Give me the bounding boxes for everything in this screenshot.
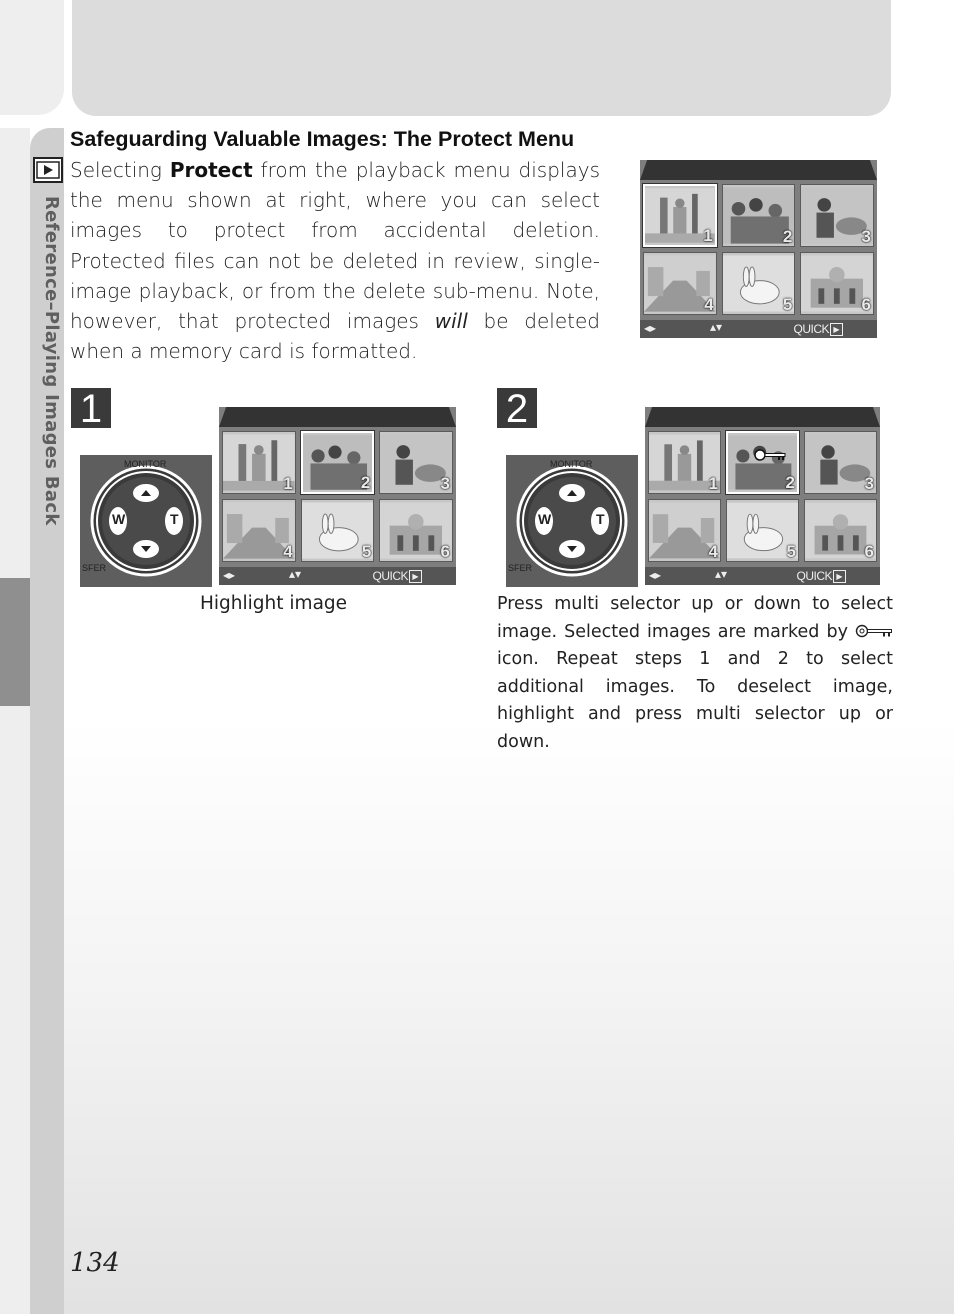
thumbnail[interactable] [379,431,453,494]
thumbnail-number: 5 [361,542,372,561]
screen-footer [640,320,877,338]
thumbnail-number: 2 [360,473,371,492]
thumbnail-number: 1 [283,474,293,493]
wide-button-label: W [538,511,552,527]
step-2-caption [497,591,893,756]
thumbnail[interactable] [800,252,874,315]
protect-menu-screen [219,407,456,585]
thumbnail-number: 3 [864,474,874,493]
screen-header-bar [219,407,456,427]
thumbnail[interactable] [800,184,874,247]
screen-footer [645,567,880,585]
thumbnail-number: 3 [440,474,450,493]
corner-panel [0,0,64,115]
screen-footer [219,567,456,585]
protect-menu-screen [640,160,877,338]
wide-button-label: W [112,511,126,527]
step-1-caption: Highlight image [200,593,348,614]
caption-text: Press multi selector up or down to select image. Selected images are marked by [497,594,893,642]
quick-label: QUICK [793,322,829,336]
thumbnail[interactable] [643,184,717,247]
thumbnail-number: 2 [785,473,795,492]
monitor-label: MONITOR [124,459,167,469]
quick-label: QUICK [796,569,832,583]
section-title: Safeguarding Valuable Images: The Protect Menu [70,127,575,151]
intro-text: from the playback menu displays the menu shown at right, where you can select images to protect from accidental deletion. Protected files can not be deleted in review, single-image playback, or from the delete sub-menu. Note, however, that protected images [70,158,600,334]
multi-selector-diagram [506,455,638,587]
thumbnail[interactable] [643,252,717,315]
playback-button-icon: ▶ [833,570,846,583]
thumbnail-number: 5 [782,295,793,314]
thumbnail-number: 4 [704,295,714,314]
step-1-number: 1 [71,388,111,428]
step-2-number: 2 [497,388,537,428]
key-icon [754,448,786,462]
up-down-arrows-icon: ▴▾ [710,320,723,334]
thumbnail-number: 6 [864,542,874,561]
thumbnail-number: 6 [440,542,450,561]
up-down-arrows-icon: ▴▾ [289,567,302,581]
intro-paragraph [70,155,600,366]
playback-icon [33,157,63,183]
thumbnail[interactable] [804,499,877,562]
thumbnail[interactable] [648,499,721,562]
thumbnail[interactable] [379,499,453,562]
header-banner [72,0,891,116]
thumbnail-number: 3 [861,227,871,246]
thumbnail-number: 5 [786,542,796,561]
intro-text: be deleted when a memory card is formatted. [70,309,600,364]
quick-label: QUICK [372,569,408,583]
screen-header-bar [640,160,877,180]
thumbnail-grid [646,428,879,565]
playback-button-icon: ▶ [409,570,422,583]
thumbnail[interactable] [726,499,799,562]
intro-text: Selecting [70,158,170,182]
caption-text: icon. Repeat steps 1 and 2 to select additional images. To deselect image, highlight and press multi selector up or down. [497,649,893,752]
thumbnail-number: 4 [283,542,293,561]
page-number: 134 [70,1248,120,1278]
thumbnail-number: 2 [782,227,793,246]
thumbnail-number: 1 [703,226,713,245]
monitor-label: MONITOR [550,459,593,469]
thumbnail[interactable] [648,431,721,494]
intro-emphasis: will [434,309,468,334]
screen-header-bar [645,407,880,427]
thumbnail-number: 6 [861,295,871,314]
playback-button-icon: ▶ [830,323,843,336]
left-right-arrows-icon: ◂▸ [649,568,662,582]
left-right-arrows-icon: ◂▸ [223,568,236,582]
transfer-label: SFER [82,563,107,573]
thumbnail[interactable] [722,184,796,247]
key-icon [855,624,893,638]
left-right-arrows-icon: ◂▸ [644,321,657,335]
tele-button-label: T [596,511,605,527]
thumbnail-number: 4 [708,542,718,561]
thumbnail-number: 1 [708,474,718,493]
thumbnail[interactable] [301,431,375,494]
tele-button-label: T [170,511,179,527]
thumbnail[interactable] [726,431,799,494]
multi-selector-diagram [80,455,212,587]
thumbnail[interactable] [222,431,296,494]
chapter-label: Reference–Playing Images Back [41,196,62,526]
chapter-tab [0,578,30,706]
margin-strip [0,128,30,1314]
protect-menu-screen [645,407,880,585]
up-down-arrows-icon: ▴▾ [715,567,728,581]
thumbnail-grid [641,181,876,318]
protect-term: Protect [169,158,253,182]
thumbnail[interactable] [722,252,796,315]
thumbnail[interactable] [222,499,296,562]
transfer-label: SFER [508,563,533,573]
thumbnail-grid [220,428,455,565]
thumbnail[interactable] [301,499,375,562]
thumbnail[interactable] [804,431,877,494]
